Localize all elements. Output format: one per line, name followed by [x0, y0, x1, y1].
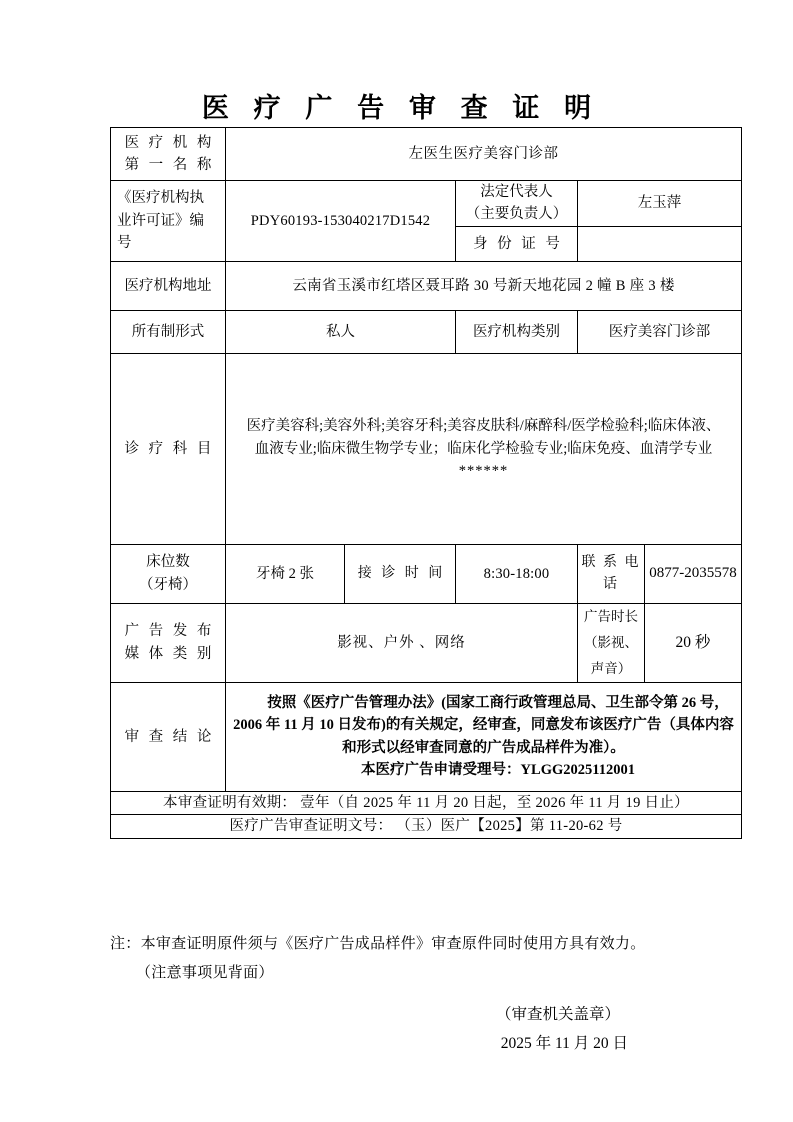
table-row-address [111, 261, 742, 310]
beds-label-line2: （牙椅） [139, 576, 197, 593]
legal-rep-label-line1: 法定代表人 [480, 184, 553, 200]
departments-line-3: ****** [458, 463, 509, 480]
departments-value [226, 353, 742, 544]
license-label-line3: 号 [117, 235, 132, 252]
table-row-departments [111, 353, 742, 544]
table-row-validity [111, 791, 742, 814]
departments-line-1: 医疗美容科;美容外科;美容牙科;美容皮肤科/麻醉科/医学检验科;临床体液、 [246, 418, 721, 435]
duration-label-line2: （影视、 [584, 635, 638, 651]
legal-rep-label [456, 181, 578, 227]
doc-number-text: 医疗广告审查证明文号： （玉）医广【2025】第 11-20-62 号 [111, 815, 742, 838]
media-label-line1: 广 告 发 布 [124, 623, 215, 640]
institution-name-label-line2: 第 一 名 称 [124, 157, 215, 173]
certificate-table [110, 127, 742, 839]
departments-line-2: 血液专业;临床微生物学专业；临床化学检验专业;临床免疫、血清学专业 [254, 440, 713, 457]
legal-rep-value: 左玉萍 [578, 181, 742, 227]
ownership-value: 私人 [226, 310, 456, 353]
beds-label-line1: 床位数 [146, 554, 190, 571]
footer-note-line-1: 注：本审查证明原件须与《医疗广告成品样件》审查原件同时使用方具有效力。 [110, 936, 646, 952]
duration-value: 20 秒 [675, 633, 711, 651]
departments-label: 诊 疗 科 目 [111, 353, 226, 544]
table-row-license-legal-rep [111, 181, 742, 227]
address-value: 云南省玉溪市红塔区聂耳路 30 号新天地花园 2 幢 B 座 3 楼 [226, 261, 742, 310]
table-row-beds-hours-phone [111, 544, 742, 603]
duration-group [578, 603, 742, 682]
phone-value: 0877-2035578 [649, 565, 737, 582]
footer-note-line-2: （注意事项见背面） [136, 964, 274, 981]
institution-name-value: 左医生医疗美容门诊部 [226, 128, 742, 181]
table-row-media-duration [111, 603, 742, 682]
legal-rep-label-line2: （主要负责人） [465, 206, 568, 223]
table-row-institution-name [111, 128, 742, 181]
duration-label-line1: 广告时长 [584, 609, 638, 625]
media-label-line2: 媒 体 类 别 [124, 645, 215, 662]
page-title: 医 疗 广 告 审 查 证 明 [201, 93, 601, 123]
conclusion-paragraph-2: 本医疗广告申请受理号：YLGG2025112001 [361, 762, 635, 779]
duration-label [578, 604, 645, 682]
issue-date: 2025 年 11 月 20 日 [500, 1035, 628, 1053]
id-number-value [578, 226, 742, 261]
media-value: 影视、户外 、网络 [226, 603, 578, 682]
conclusion-value [226, 682, 742, 791]
duration-label-line3: 声音） [590, 660, 632, 676]
validity-text: 本审查证明有效期： 壹年（自 2025 年 11 月 20 日起，至 2026 年 11 月 19 日止） [111, 791, 742, 814]
phone-label [578, 545, 645, 603]
phone-label-line1: 联 系 电 [581, 555, 641, 571]
license-label [111, 181, 226, 262]
license-value: PDY60193-153040217D1542 [226, 181, 456, 262]
table-row-conclusion [111, 682, 742, 791]
license-label-line2: 业许可证》编 [117, 212, 204, 229]
address-label: 医疗机构地址 [111, 261, 226, 310]
beds-value: 牙椅 2 张 [226, 545, 345, 603]
beds-hours-group [226, 544, 456, 603]
table-row-ownership [111, 310, 742, 353]
table-row-doc-number [111, 815, 742, 838]
ownership-label: 所有制形式 [111, 310, 226, 353]
institution-name-label [111, 128, 226, 181]
conclusion-paragraph-1: 按照《医疗广告管理办法》(国家工商行政管理总局、卫生部令第 26 号，2006 年 11 月 10 日发布)的有关规定，经审查，同意发布该医疗广告（具体内容和形式以经审查同意的广告成品样件为准）。 [233, 695, 734, 756]
institution-type-label: 医疗机构类别 [456, 310, 578, 353]
phone-label-line2: 话 [603, 576, 619, 592]
seal-text: （审查机关盖章） [495, 1006, 620, 1023]
phone-group [578, 544, 742, 603]
signature-block [110, 1000, 670, 1059]
institution-type-value: 医疗美容门诊部 [578, 310, 742, 353]
license-label-line1: 《医疗机构执 [117, 190, 204, 207]
footer-notes [110, 930, 770, 987]
hours-label: 接 诊 时 间 [357, 566, 446, 582]
institution-name-label-line1: 医 疗 机 构 [124, 134, 215, 151]
media-label [111, 603, 226, 682]
beds-label [111, 544, 226, 603]
id-number-label: 身 份 证 号 [456, 226, 578, 261]
conclusion-label: 审 查 结 论 [111, 682, 226, 791]
hours-value: 8:30-18:00 [456, 544, 578, 603]
